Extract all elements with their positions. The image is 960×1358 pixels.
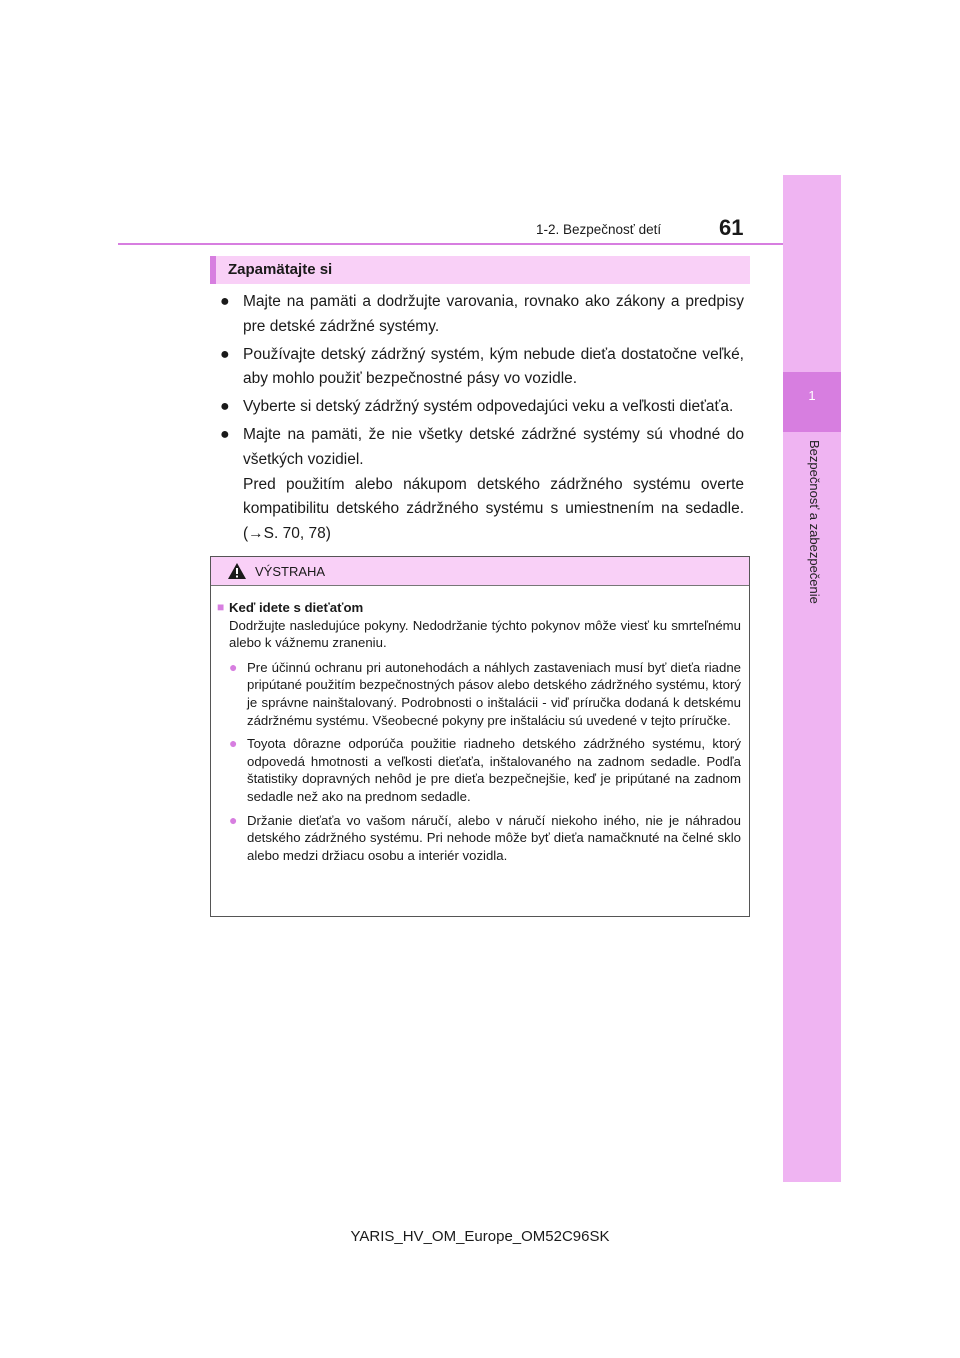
warning-triangle-icon (227, 562, 247, 580)
list-item (220, 343, 744, 393)
warning-item-text: Pre účinnú ochranu pri autonehodách a náhlych zastaveniach musí byť dieťa riadne pripútané použitím bezpečnostných pásov alebo detského zádržného systému, ktorý je správne nainštalovaný. Podrobnosti o inštalácii - viď príručka dodaná k detskému zádržnému systému. Všeobecné pokyny pre inštaláciu sú uvedené v tejto príručke. (247, 659, 741, 728)
warning-box (210, 556, 750, 917)
bullet-icon: ● (220, 345, 230, 363)
note-bullet-list (220, 290, 744, 550)
section-title: 1-2. Bezpečnosť detí (536, 222, 662, 237)
bullet-text: Majte na pamäti a dodržujte varovania, rovnako ako zákony a predpisy pre detské zádržné systémy. (243, 293, 744, 335)
bullet-text: Majte na pamäti, že nie všetky detské zádržné systémy sú vhodné do všetkých vozidiel. (243, 425, 744, 468)
bullet-icon: ● (229, 658, 238, 675)
bullet-text: Používajte detský zádržný systém, kým nebude dieťa dostatočne veľké, aby mohlo použiť bezpečnostné pásy vo vozidle. (243, 345, 744, 388)
warning-subheading (217, 599, 741, 617)
list-item (220, 395, 744, 420)
warning-header (211, 557, 749, 586)
document-code: YARIS_HV_OM_Europe_OM52C96SK (350, 1228, 610, 1245)
list-item (229, 659, 741, 729)
warning-title: VÝSTRAHA (255, 564, 326, 579)
warning-subheading-text: Keď idete s dieťaťom (229, 600, 364, 615)
page-number: 61 (719, 215, 744, 240)
note-heading (210, 256, 750, 284)
square-bullet-icon: ■ (217, 600, 225, 614)
bullet-icon: ● (220, 398, 230, 416)
warning-intro: Dodržujte nasledujúce pokyny. Nedodržanie týchto pokynov môže viesť ku smrteľnému alebo k vážnemu zraneniu. (229, 617, 741, 651)
list-item (220, 423, 744, 547)
chapter-number: 1 (808, 388, 816, 403)
bullet-icon: ● (229, 735, 238, 752)
bullet-icon: ● (220, 293, 230, 310)
bullet-icon: ● (229, 811, 238, 828)
chapter-title: Bezpečnosť a zabezpečenie (807, 440, 822, 604)
warning-body (217, 599, 741, 870)
note-heading-text: Zapamätajte si (228, 261, 333, 278)
bullet-text: Vyberte si detský zádržný systém odpovedajúci veku a veľkosti dieťaťa. (243, 398, 734, 416)
bullet-extra-text: Pred použitím alebo nákupom detského zádržného systému overte kompatibilitu detského zádržného systému s umiestnením na sedadle. (→S. 70, 78) (243, 475, 744, 543)
list-item (220, 290, 744, 340)
warning-item-text: Držanie dieťaťa vo vašom náručí, alebo v náručí niekoho iného, nie je náhradou detského zádržného systému. Pri nehode môže byť dieťa namačknuté na čelné sklo alebo medzi držiacu osobu a interiér vozidla. (247, 812, 741, 863)
list-item (229, 812, 741, 865)
warning-item-text: Toyota dôrazne odporúča použitie riadneho detského zádržného systému, ktorý odpovedá hmotnosti a veľkosti dieťaťa, inštalovaného na zadnom sedadle. Podľa štatistiky dopravných nehôd je pre dieťa bezpečnejšie, keď je pripútané na zadnom sedadle než ako na prednom sedadle. (247, 736, 741, 804)
side-strip (783, 175, 841, 1182)
bullet-icon: ● (220, 425, 230, 443)
warning-list (217, 659, 741, 865)
header-rule (118, 243, 783, 245)
list-item (229, 735, 741, 805)
